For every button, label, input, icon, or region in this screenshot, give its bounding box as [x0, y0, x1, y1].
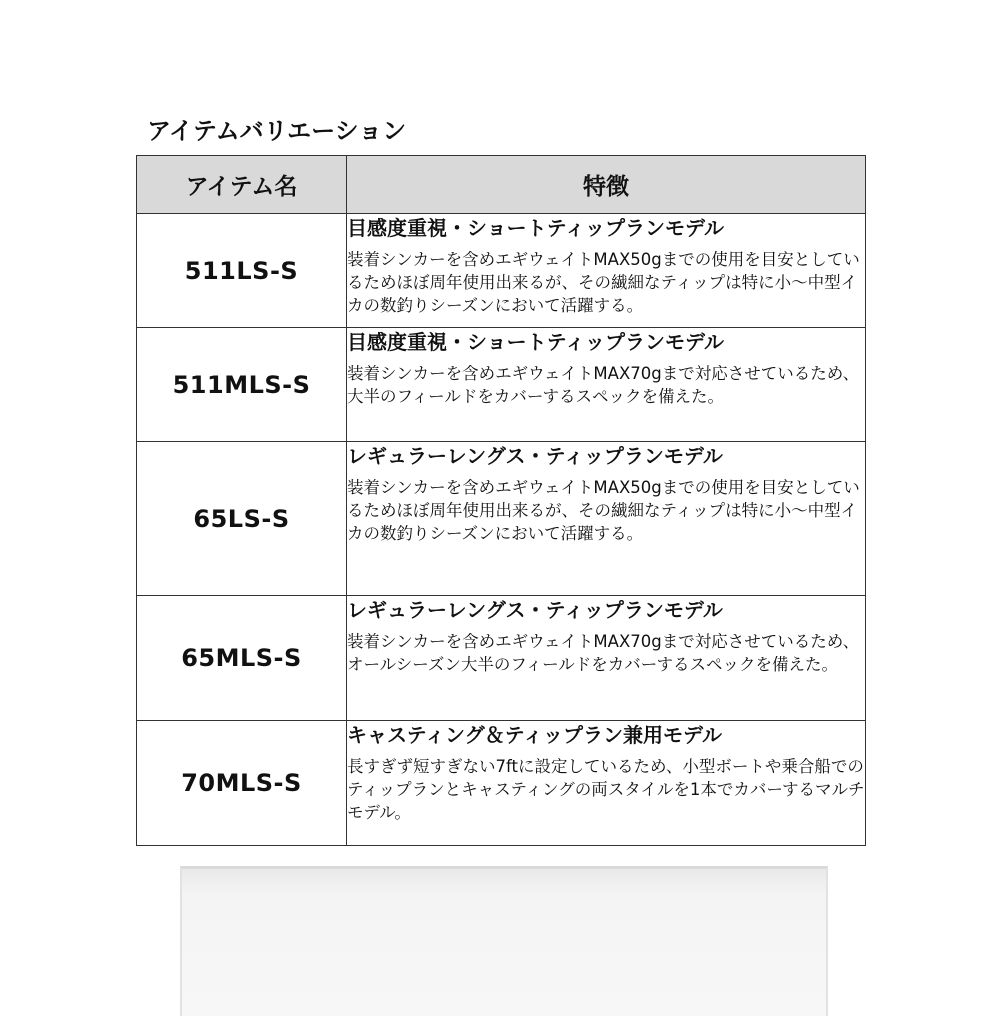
table-row [137, 328, 866, 442]
header-item-name: アイテム名 [137, 156, 347, 214]
item-feature [347, 442, 866, 596]
feature-heading: キャスティング＆ティップラン兼用モデル [347, 723, 722, 747]
item-feature [347, 721, 866, 846]
item-name: 70MLS-S [137, 721, 347, 846]
item-feature [347, 596, 866, 721]
item-name: 511MLS-S [137, 328, 347, 442]
table-row [137, 214, 866, 328]
item-feature [347, 214, 866, 328]
item-name: 65MLS-S [137, 596, 347, 721]
item-feature [347, 328, 866, 442]
item-variation-table [136, 155, 866, 846]
feature-heading: 目感度重視・ショートティップランモデル [347, 330, 724, 354]
table-row [137, 442, 866, 596]
feature-description: 長すぎず短すぎない7ftに設定しているため、小型ボートや乗合船でのティップランとキャスティングの両スタイルを1本でカバーするマルチモデル。 [347, 757, 865, 822]
feature-description: 装着シンカーを含めエギウェイトMAX50gまでの使用を目安としているためほぼ周年使用出来るが、その繊細なティップは特に小～中型イカの数釣りシーズンにおいて活躍する。 [347, 478, 860, 543]
feature-description: 装着シンカーを含めエギウェイトMAX50gまでの使用を目安としているためほぼ周年使用出来るが、その繊細なティップは特に小～中型イカの数釣りシーズンにおいて活躍する。 [347, 250, 860, 315]
table-header-row [137, 156, 866, 214]
product-image-placeholder [180, 866, 828, 1016]
item-name: 65LS-S [137, 442, 347, 596]
feature-heading: レギュラーレングス・ティップランモデル [347, 598, 723, 622]
item-name: 511LS-S [137, 214, 347, 328]
feature-description: 装着シンカーを含めエギウェイトMAX70gまで対応させているため、オールシーズン大半のフィールドをカバーするスペックを備えた。 [347, 632, 860, 674]
feature-heading: レギュラーレングス・ティップランモデル [347, 444, 723, 468]
feature-heading: 目感度重視・ショートティップランモデル [347, 216, 724, 240]
feature-description: 装着シンカーを含めエギウェイトMAX70gまで対応させているため、大半のフィールドをカバーするスペックを備えた。 [347, 364, 860, 406]
section-title: アイテムバリエーション [147, 117, 407, 145]
table-row [137, 721, 866, 846]
table-row [137, 596, 866, 721]
header-feature: 特徴 [347, 156, 866, 214]
